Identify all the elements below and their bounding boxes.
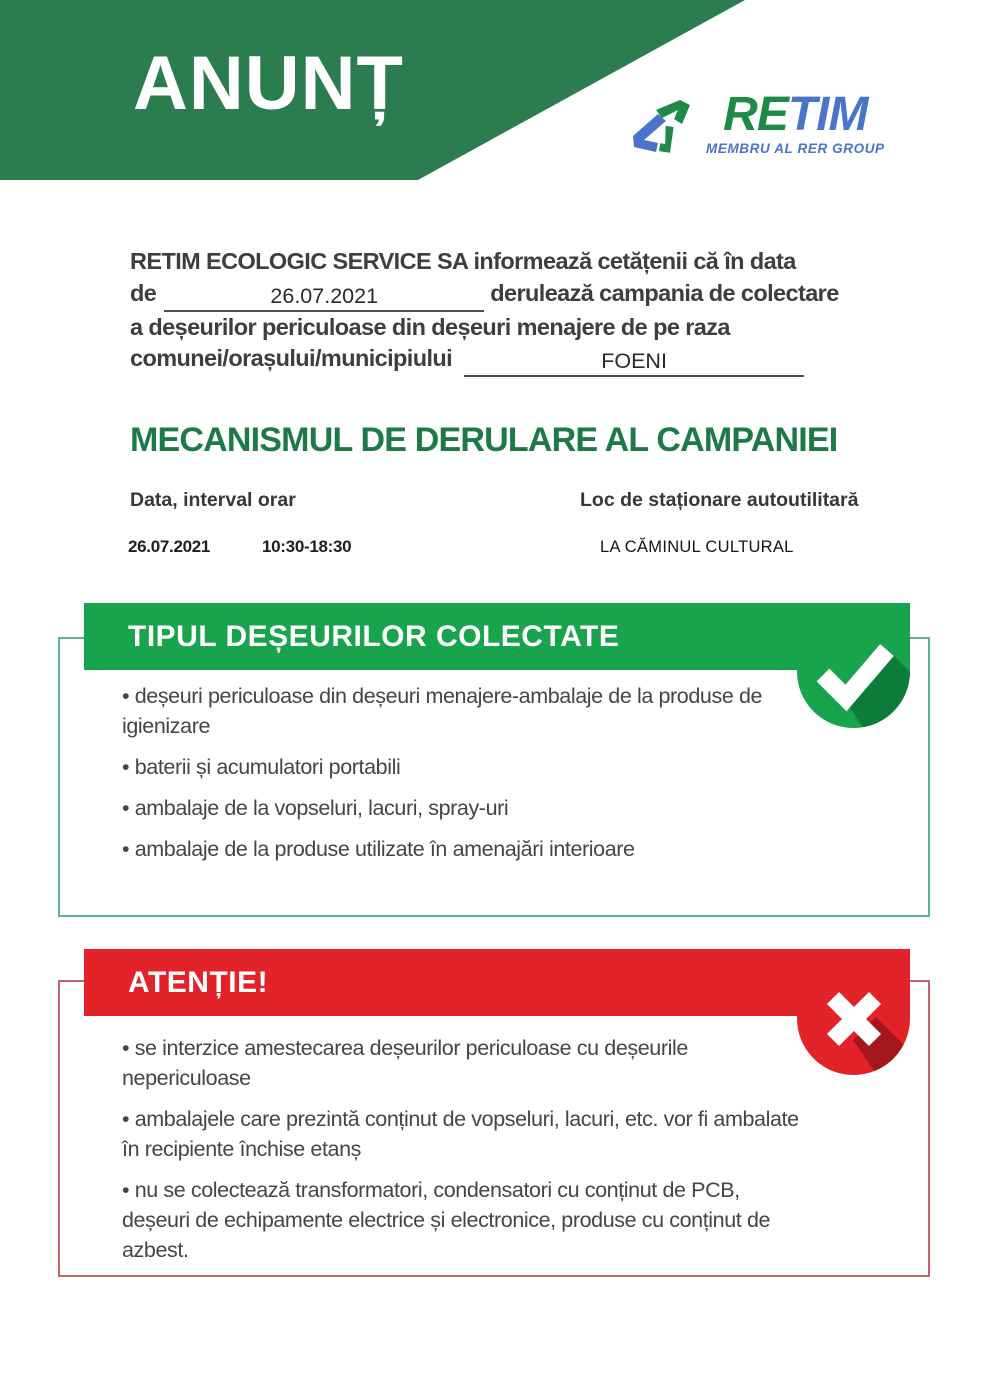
recycle-arrows-icon bbox=[628, 98, 704, 156]
checkmark-icon bbox=[797, 615, 910, 728]
intro-line2-prefix: de bbox=[130, 279, 157, 306]
schedule-date: 26.07.2021 bbox=[128, 537, 211, 556]
intro-line-1: RETIM ECOLOGIC SERVICE SA informează cetățenii că în data bbox=[130, 248, 796, 274]
collected-waste-title: TIPUL DEȘEURILOR COLECTATE bbox=[128, 619, 620, 653]
list-item: • deșeuri periculoase din deșeuri menajere-ambalaje de la produse de igienizare bbox=[122, 681, 812, 741]
attention-list bbox=[122, 1033, 812, 1276]
intro-line-3: a deșeurilor periculoase din deșeuri menajere de pe raza bbox=[130, 313, 730, 340]
intro-line-4 bbox=[130, 343, 930, 377]
retim-wordmark bbox=[723, 88, 868, 141]
column-header-date-interval: Data, interval orar bbox=[130, 489, 296, 511]
x-mark-icon bbox=[797, 962, 910, 1075]
intro-line-2 bbox=[130, 278, 930, 312]
list-item: • se interzice amestecarea deșeurilor periculoase cu deșeurile nepericuloase bbox=[122, 1033, 812, 1093]
attention-header-band bbox=[84, 949, 910, 1016]
list-item: • ambalaje de la vopseluri, lacuri, spray-uri bbox=[122, 793, 812, 823]
intro-line2-suffix: derulează campania de colectare bbox=[490, 279, 839, 306]
retim-logo bbox=[628, 88, 885, 156]
mechanism-heading: MECANISMUL DE DERULARE AL CAMPANIEI bbox=[130, 421, 838, 459]
collected-waste-list bbox=[122, 681, 812, 875]
attention-title: ATENȚIE! bbox=[128, 965, 269, 999]
column-header-location: Loc de staționare autoutilitară bbox=[580, 489, 859, 511]
schedule-location: LA CĂMINUL CULTURAL bbox=[600, 538, 794, 556]
list-item: • baterii și acumulatori portabili bbox=[122, 752, 812, 782]
retim-wordmark-re: RE bbox=[723, 88, 788, 141]
date-fill-in: 26.07.2021 bbox=[164, 283, 484, 312]
retim-wordmark-tim: TIM bbox=[787, 88, 868, 141]
page-title: ANUNȚ bbox=[133, 41, 404, 126]
list-item: • ambalajele care prezintă conținut de vopseluri, lacuri, etc. vor fi ambalate în recipiente închise etanș bbox=[122, 1104, 812, 1164]
city-fill-in: FOENI bbox=[464, 348, 804, 377]
list-item: • ambalaje de la produse utilizate în amenajări interioare bbox=[122, 834, 812, 864]
intro-paragraph bbox=[130, 246, 930, 377]
list-item: • nu se colectează transformatori, condensatori cu conținut de PCB, deșeuri de echipamente electrice și electronice, produse cu conținut de azbest. bbox=[122, 1175, 812, 1265]
schedule-interval: 10:30-18:30 bbox=[262, 537, 352, 556]
collected-waste-header-band bbox=[84, 603, 910, 670]
intro-line4-prefix: comunei/orașului/municipiului bbox=[130, 345, 453, 371]
retim-tagline: MEMBRU AL RER GROUP bbox=[706, 141, 885, 156]
